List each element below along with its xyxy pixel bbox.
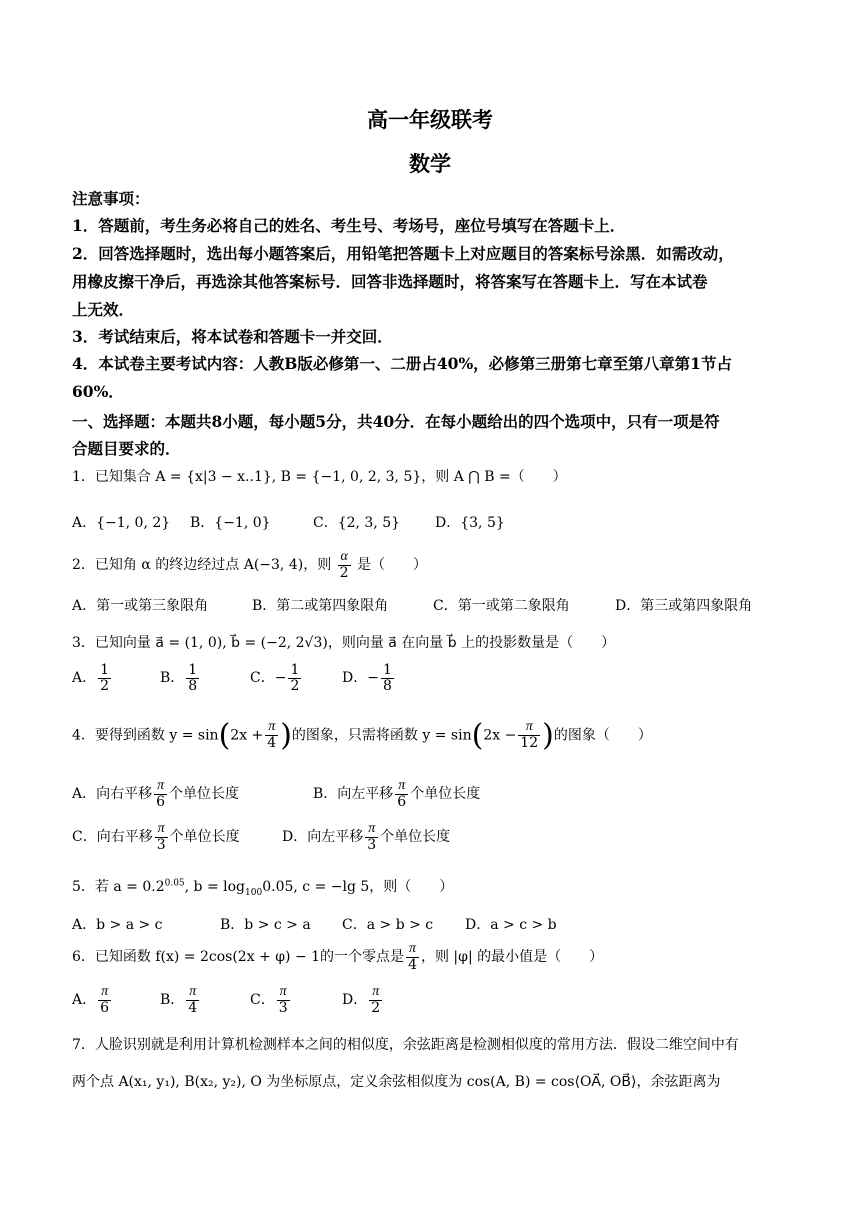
q3-option-d-label: D．	[342, 670, 368, 687]
q5-option-c: C．a > b > c	[342, 917, 434, 933]
question-5-stem: 5．若 $a = 0.2^{0.05}$, $b = \log_{100}0.05$, c = −lg 5，则（ ）	[72, 878, 454, 898]
question-4-stem: 4．要得到函数 y = sin(2x + $\frac{\pi}{4}$ )的图象，只需将函数 y = sin(2x − $\frac{\pi}{12}$ )的图象（ ）	[72, 718, 652, 753]
q2-stem-b: 是（ ）	[357, 557, 428, 574]
question-3-stem: 3．已知向量 a⃗ = (1, 0), b⃗ = (−2, 2√3)，则向量 a⃗ 在向量 b⃗ 上的投影数量是（ ）	[72, 635, 616, 651]
question-1-stem: 1．已知集合 A = {x|3 − x..1}, B = {−1, 0, 2, 3, 5}，则 A ⋂ B =（ ）	[72, 469, 567, 485]
q5-option-b: B．b > c > a	[220, 917, 311, 933]
q2-option-d: D．第三或第四象限角	[615, 598, 753, 614]
notice-item-1: 1．答题前，考生务必将自己的姓名、考生号、考场号，座位号填写在答题卡上．	[72, 216, 626, 235]
section-heading: 一、选择题：本题共8小题，每小题5分，共40分．在每小题给出的四个选项中，只有一项是符	[72, 412, 720, 431]
q3-option-b-label: B．	[160, 670, 185, 687]
q6-option-c: C． $\frac{\pi}{3}$	[250, 984, 288, 1016]
q6-option-b: B． $\frac{\pi}{4}$	[160, 984, 198, 1016]
q6-option-a: A． $\frac{\pi}{6}$	[72, 984, 110, 1016]
q1-option-a: A．{−1, 0, 2}	[72, 515, 171, 531]
question-7-stem-cont: 两个点 A(x₁, y₁), B(x₂, y₂), O 为坐标原点，定义余弦相似度为 cos(A, B) = cos⟨OA⃗, OB⃗⟩，余弦距离为	[72, 1074, 721, 1090]
q2-frac-num: α	[338, 550, 351, 566]
q5-option-d: D．a > c > b	[465, 917, 557, 933]
notice-item-2-cont: 用橡皮擦干净后，再选涂其他答案标号．回答非选择题时，将答案写在答题卡上．写在本试卷	[72, 272, 708, 291]
q1-option-b: B．{−1, 0}	[190, 515, 271, 531]
q2-frac-den: 2	[339, 564, 349, 581]
q4-option-d: D．向左平移 $\frac{\pi}{3}$ 个单位长度	[282, 821, 451, 853]
q2-option-b: B．第二或第四象限角	[252, 598, 389, 614]
notice-item-4-cont: 60%．	[72, 382, 124, 401]
q4-option-a: A．向右平移 $\frac{\pi}{6}$ 个单位长度	[72, 778, 240, 810]
q2-option-c: C．第一或第二象限角	[433, 598, 570, 614]
notice-item-2: 2．回答选择题时，选出每小题答案后，用铅笔把答题卡上对应题目的答案标号涂黑．如需改动，	[72, 244, 734, 263]
q1-option-c: C．{2, 3, 5}	[313, 515, 401, 531]
q1-option-d: D．{3, 5}	[435, 515, 505, 531]
q5-option-a: A．b > a > c	[72, 917, 163, 933]
notice-item-2-cont2: 上无效．	[72, 300, 135, 319]
q2-stem-a: 2．已知角 α 的终边经过点 A(−3, 4)，则	[72, 557, 332, 574]
question-6-stem: 6．已知函数 f(x) = 2cos(2x + φ) − 1的一个零点是 $\frac{\pi}{4}$ ，则 |φ| 的最小值是（ ）	[72, 941, 604, 973]
question-2-stem	[72, 550, 427, 580]
q2-fraction	[338, 550, 351, 580]
q4-option-c: C．向右平移 $\frac{\pi}{3}$ 个单位长度	[72, 821, 240, 853]
notice-item-3: 3．考试结束后，将本试卷和答题卡一并交回．	[72, 327, 393, 346]
notice-item-4: 4．本试卷主要考试内容：人教B版必修第一、二册占40%，必修第三册第七章至第八章第1节占	[72, 354, 732, 373]
q3-option-c-label: C．	[250, 670, 275, 687]
q2-option-a: A．第一或第三象限角	[72, 598, 209, 614]
question-7-stem: 7．人脸识别就是利用计算机检测样本之间的相似度，余弦距离是检测相似度的常用方法．假设二维空间中有	[72, 1037, 739, 1053]
q3-option-b: B． $\frac{1}{8}$	[160, 662, 198, 694]
q3-option-d: D．− $\frac{1}{8}$	[342, 662, 392, 694]
section-heading-cont: 合题目要求的．	[72, 439, 181, 458]
exam-title: 高一年级联考	[367, 107, 493, 132]
q4-option-b: B．向左平移 $\frac{\pi}{6}$ 个单位长度	[313, 778, 481, 810]
notice-heading: 注意事项：	[72, 189, 150, 208]
q6-option-d: D． $\frac{\pi}{2}$	[342, 984, 381, 1016]
q3-option-a-label: A．	[72, 670, 97, 687]
exam-subject: 数学	[409, 151, 451, 176]
q3-option-a: A． $\frac{1}{2}$	[72, 662, 110, 694]
q3-option-c: C．− $\frac{1}{2}$	[250, 662, 300, 694]
